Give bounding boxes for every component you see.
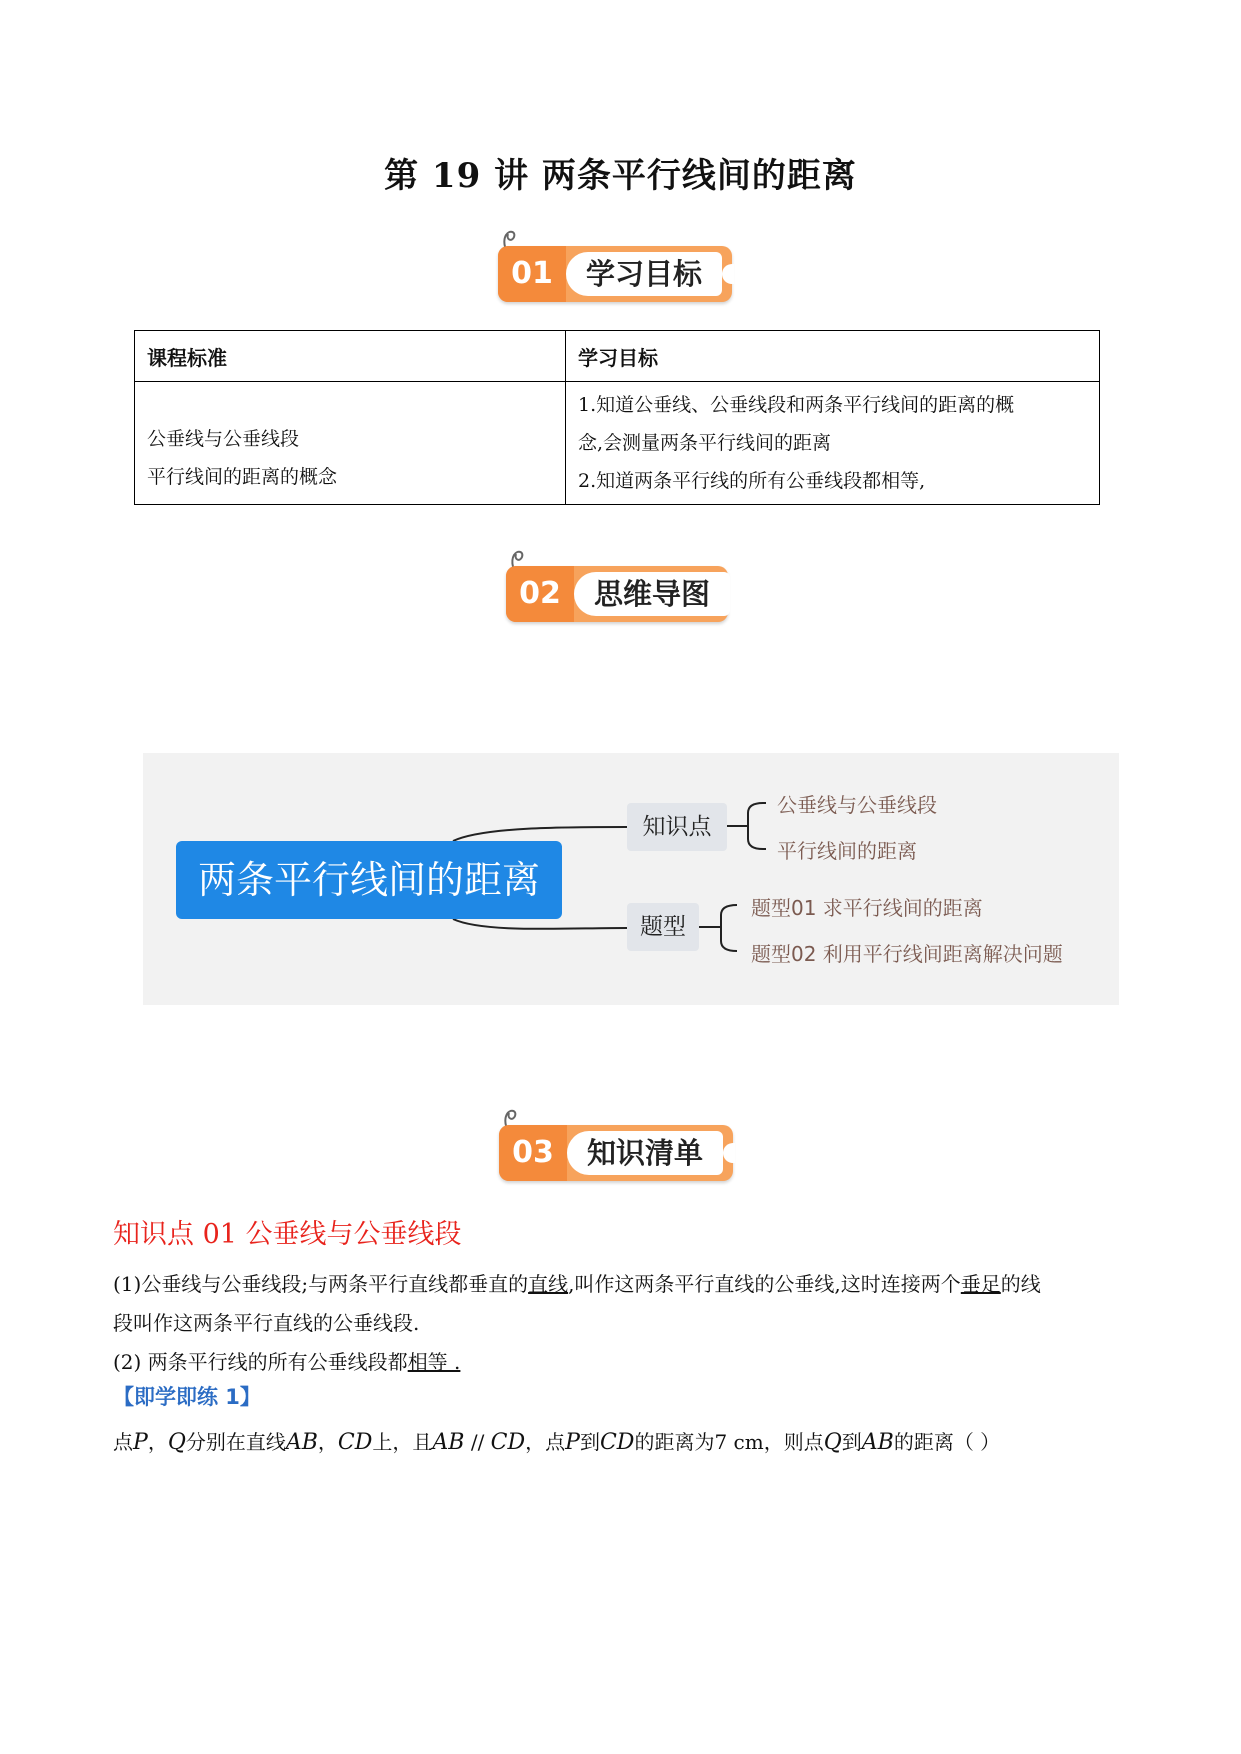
text: 的距离（ ） [893,1430,1001,1454]
mind-map-leaf: 题型02 利用平行线间距离解决问题 [751,942,1063,966]
goals-table [134,330,1100,505]
practice-question [113,1424,1000,1461]
mind-map-branch: 知识点 [627,803,727,851]
standard-line: 平行线间的距离的概念 [147,466,338,488]
math-var: CD [599,1430,635,1455]
goal-line: 念,会测量两条平行线间的距离 [578,432,832,454]
text: ，则点 [763,1430,824,1454]
section-number: 03 [499,1125,567,1181]
text: 的线 [1000,1272,1041,1296]
text: (2) 两条平行线的所有公垂线段都 [113,1350,408,1374]
text: 点 [113,1430,133,1454]
section-badge-01 [496,228,736,306]
math-var: CD [337,1430,373,1455]
mind-map-leaf: 题型01 求平行线间的距离 [751,896,983,920]
text: ， [317,1430,338,1454]
section-badge-03 [497,1107,737,1185]
parallel-symbol: // [464,1430,491,1454]
text: 到 [841,1430,862,1454]
text: 的距离为 [634,1430,715,1454]
section-label: 思维导图 [574,572,730,616]
text: (1)公垂线与公垂线段;与两条平行直线都垂直的 [113,1272,529,1296]
mind-map-leaf: 平行线间的距离 [777,839,917,863]
standard-line: 公垂线与公垂线段 [147,428,300,450]
goal-cell [566,382,1100,505]
underlined-answer: 垂足 [960,1272,1001,1296]
section-number: 01 [498,246,566,302]
page-title: 第 19 讲 两条平行线间的距离 [384,156,857,196]
mind-map [143,753,1119,1005]
mind-map-branch: 题型 [627,903,699,951]
table-header: 课程标准 [135,331,566,382]
standard-cell [135,382,566,505]
paragraph-1 [113,1265,1123,1343]
math-var: CD [490,1430,526,1455]
section-label: 知识清单 [567,1131,723,1175]
text: 段叫作这两条平行直线的公垂线段. [113,1311,420,1335]
underlined-answer: 相等 . [407,1350,461,1374]
text: 上，且 [372,1430,433,1454]
math-var: AB [861,1430,894,1455]
goal-line: 2.知道两条平行线的所有公垂线段都相等, [578,470,926,492]
math-var: Q [167,1430,186,1455]
text: 分别在直线 [185,1430,286,1454]
section-label: 学习目标 [566,252,722,296]
section-number: 02 [506,566,574,622]
goal-line: 1.知道公垂线、公垂线段和两条平行线间的距离的概 [578,394,1015,416]
math-var: P [565,1430,580,1455]
paragraph-2 [113,1343,1123,1382]
knowledge-point-title: 知识点 01 公垂线与公垂线段 [113,1219,462,1250]
text: ， [147,1430,168,1454]
underlined-answer: 直线 [528,1272,569,1296]
section-badge-02 [504,548,744,626]
math-var: AB [432,1430,465,1455]
text: 到 [579,1430,600,1454]
math-var: P [133,1430,148,1455]
number: 7 [714,1430,728,1454]
table-header: 学习目标 [566,331,1100,382]
text: ，点 [525,1430,566,1454]
mind-map-root: 两条平行线间的距离 [176,841,562,919]
unit: cm [727,1430,764,1454]
mind-map-leaf: 公垂线与公垂线段 [777,793,937,817]
text: ,叫作这两条平行直线的公垂线,这时连接两个 [568,1272,961,1296]
math-var: Q [823,1430,842,1455]
math-var: AB [285,1430,318,1455]
practice-label: 【即学即练 1】 [113,1385,261,1409]
